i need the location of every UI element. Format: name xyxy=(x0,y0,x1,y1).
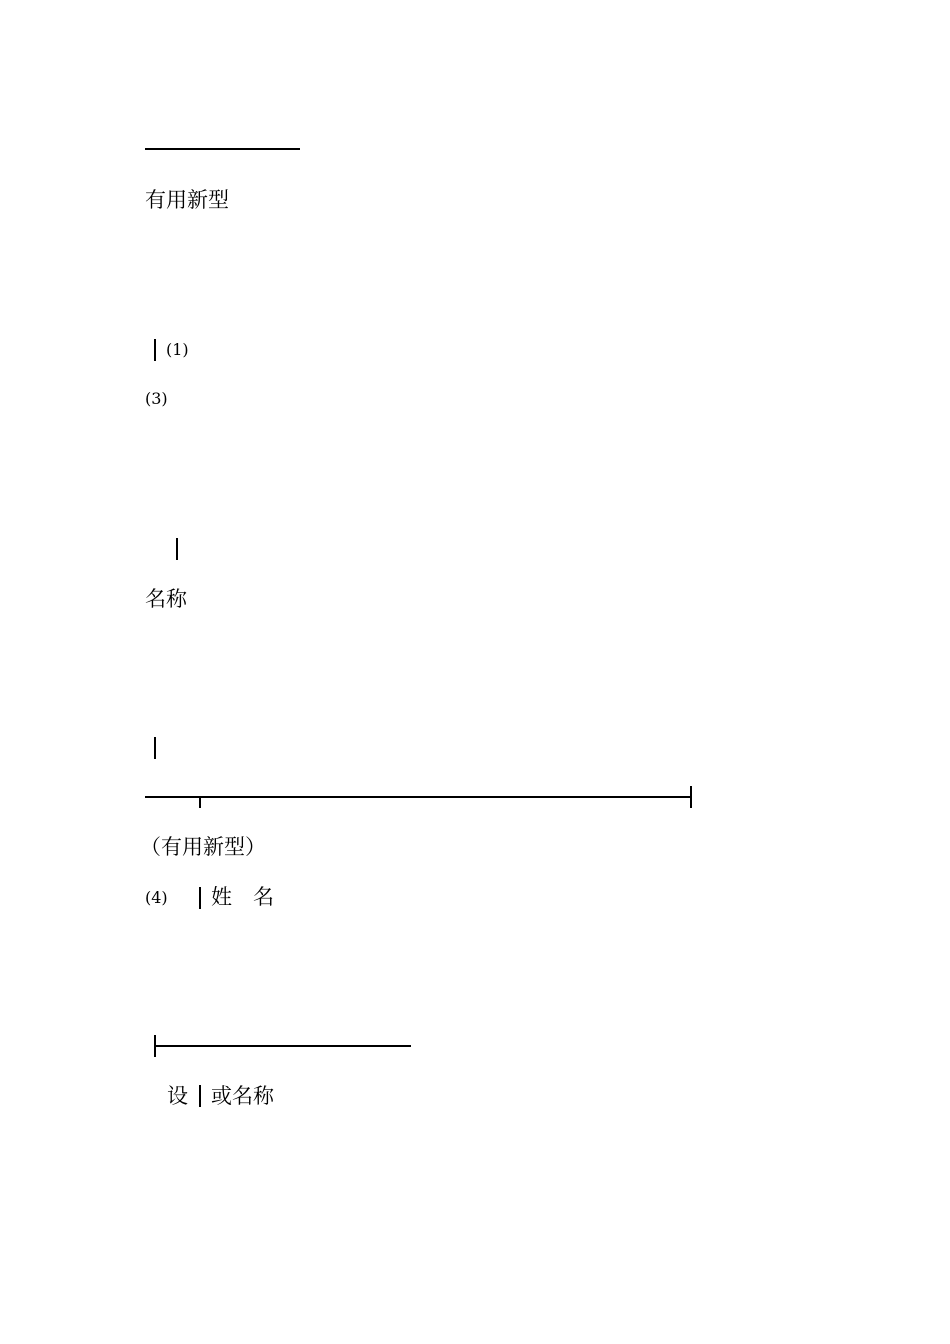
utility-model-heading: 有用新型 xyxy=(145,188,229,212)
cell-border-5 xyxy=(199,1085,201,1107)
rule-tick-right xyxy=(690,786,692,808)
item-3-marker: (3) xyxy=(145,389,168,408)
name-label: 名称 xyxy=(145,587,187,611)
item-4-marker: (4) xyxy=(145,888,168,907)
cell-border-2 xyxy=(176,538,178,560)
rule-tick-left xyxy=(199,796,201,808)
top-rule xyxy=(145,148,300,150)
design-label: 设 xyxy=(167,1084,188,1108)
or-name-label: 或名称 xyxy=(211,1084,274,1108)
cell-border-4 xyxy=(199,887,201,909)
utility-model-paren: （有用新型） xyxy=(140,835,266,859)
item-1-marker: (1) xyxy=(166,340,189,359)
table-rule-long xyxy=(145,796,691,798)
cell-border-1 xyxy=(154,339,156,361)
cell-border-3 xyxy=(154,737,156,759)
person-name-label: 姓 名 xyxy=(211,885,274,909)
table-rule-lower xyxy=(156,1045,411,1047)
